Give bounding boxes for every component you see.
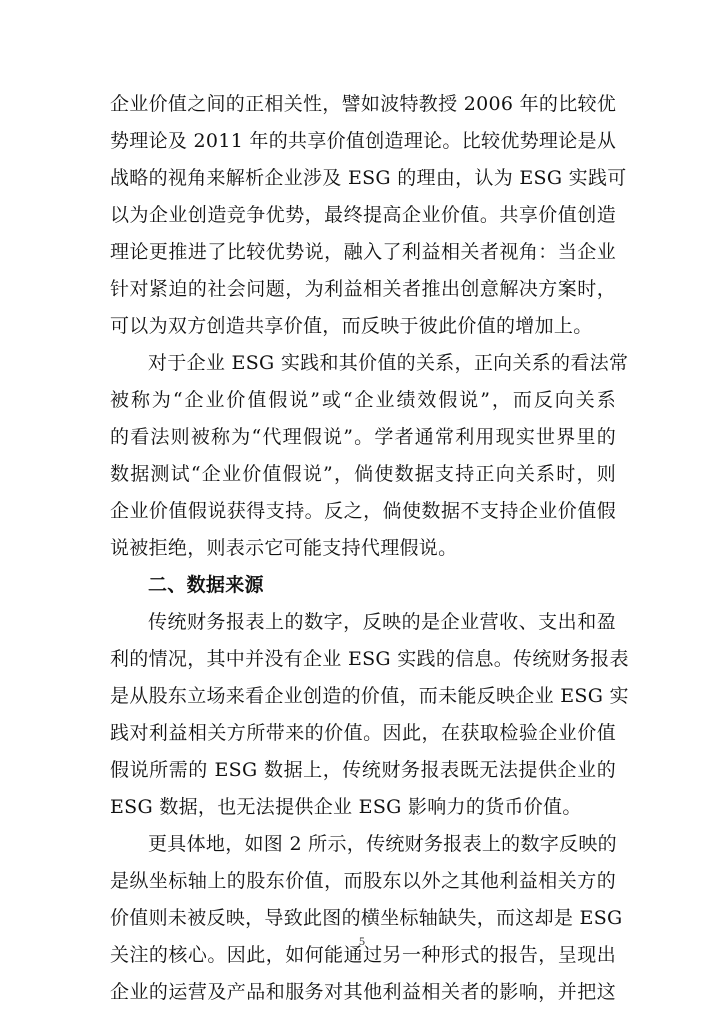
section-heading: 二、数据来源 xyxy=(148,574,264,596)
text-line: 对于企业 ESG 实践和其价值的关系，正向关系的看法常 xyxy=(148,352,629,374)
text-line: 以为企业创造竞争优势，最终提高企业价值。共享价值创造 xyxy=(110,204,616,226)
text-line: 可以为双方创造共享价值，而反映于彼此价值的增加上。 xyxy=(110,315,593,337)
text-line: 企业价值假说获得支持。反之，倘使数据不支持企业价值假 xyxy=(110,500,616,522)
text-line: 利的情况，其中并没有企业 ESG 实践的信息。传统财务报表 xyxy=(110,648,629,670)
text-line: 针对紧迫的社会问题，为利益相关者推出创意解决方案时， xyxy=(110,278,616,300)
text-line: 传统财务报表上的数字，反映的是企业营收、支出和盈 xyxy=(148,611,616,633)
text-line: 企业的运营及产品和服务对其他利益相关者的影响，并把这 xyxy=(110,981,616,1003)
text-line: 理论更推进了比较优势说，融入了利益相关者视角：当企业 xyxy=(110,241,616,263)
text-line: 假说所需的 ESG 数据上，传统财务报表既无法提供企业的 xyxy=(110,759,616,781)
text-line: 是从股东立场来看企业创造的价值，而未能反映企业 ESG 实 xyxy=(110,685,629,707)
text-line: 被称为“企业价值假说”或“企业绩效假说”，而反向关系 xyxy=(110,389,616,411)
text-line: 的看法则被称为“代理假说”。学者通常利用现实世界里的 xyxy=(110,426,616,448)
text-line: 价值则未被反映，导致此图的横坐标轴缺失，而这却是 ESG xyxy=(110,907,623,929)
text-line: 说被拒绝，则表示它可能支持代理假说。 xyxy=(110,537,458,559)
text-line: 关注的核心。因此，如何能通过另一种形式的报告，呈现出 xyxy=(110,944,616,966)
text-line: 企业价值之间的正相关性，譬如波特教授 2006 年的比较优 xyxy=(110,93,617,115)
page-number: 5 xyxy=(359,934,365,948)
text-line: 更具体地，如图 2 所示，传统财务报表上的数字反映的 xyxy=(148,833,617,855)
text-line: 践对利益相关方所带来的价值。因此，在获取检验企业价值 xyxy=(110,722,616,744)
text-line: 势理论及 2011 年的共享价值创造理论。比较优势理论是从 xyxy=(110,130,617,152)
text-line: 数据测试“企业价值假说”，倘使数据支持正向关系时，则 xyxy=(110,463,616,485)
document-page xyxy=(110,86,629,1011)
text-line: 是纵坐标轴上的股东价值，而股东以外之其他利益相关方的 xyxy=(110,870,616,892)
text-line: ESG 数据，也无法提供企业 ESG 影响力的货币价值。 xyxy=(110,796,582,818)
text-line: 战略的视角来解析企业涉及 ESG 的理由，认为 ESG 实践可 xyxy=(110,167,627,189)
